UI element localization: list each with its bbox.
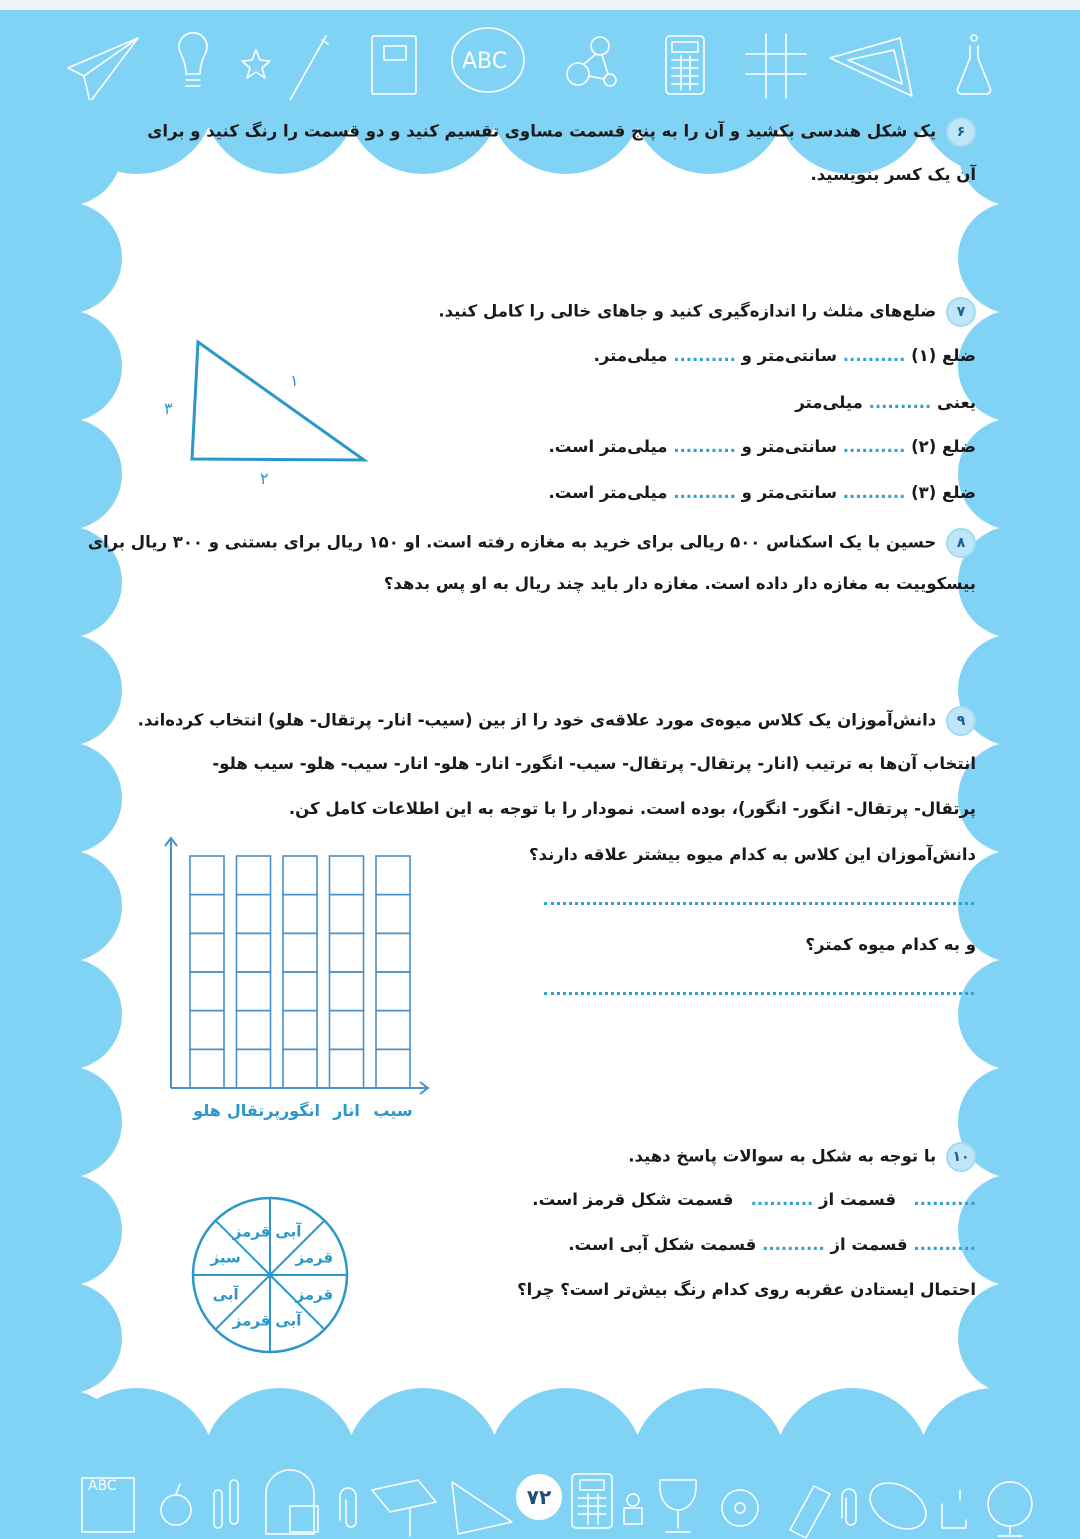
bar-column-2 <box>283 856 317 1088</box>
bar-cell[interactable] <box>376 1011 410 1050</box>
tic-tac-toe-icon <box>746 34 806 98</box>
question-number-badge: ۸ <box>946 528 976 558</box>
wheel-sector-label: آبی <box>275 1311 302 1330</box>
bar-cell[interactable] <box>190 1011 224 1050</box>
question-number-badge: ۹ <box>946 706 976 736</box>
flask-icon <box>957 35 990 94</box>
spinner-wheel <box>180 1190 360 1360</box>
bar-cell[interactable] <box>376 1049 410 1088</box>
wheel-sector-label: آبی <box>212 1285 239 1304</box>
scallop <box>10 1282 122 1394</box>
wheel-sector-label: قرمز <box>295 1248 334 1267</box>
row-text: قسمت از <box>819 1190 897 1209</box>
unit-label: میلی‌متر است. <box>548 483 668 502</box>
triangle-figure <box>150 330 390 490</box>
bar-cell[interactable] <box>330 1049 364 1088</box>
abc-speech-bubble-icon <box>452 28 524 92</box>
blank-field[interactable]: .......... <box>673 437 736 456</box>
bar-cell[interactable] <box>237 1011 271 1050</box>
side-label: ضلع (۱) <box>911 346 976 365</box>
bar-cell[interactable] <box>237 1049 271 1088</box>
paint-brush-icon <box>286 36 328 100</box>
blue-fraction-row <box>568 1235 976 1254</box>
x-tick-label: انگور <box>279 1101 321 1120</box>
eraser-icon <box>790 1486 830 1538</box>
star-icon <box>242 50 270 78</box>
wheel-sector-label: سبز <box>210 1248 241 1267</box>
football-icon <box>862 1474 934 1539</box>
question-6-line-2: آن یک کسر بنویسید. <box>810 165 976 184</box>
light-bulb-icon <box>179 33 207 86</box>
wheel-sector-label: قرمز <box>232 1222 271 1241</box>
wheel-sector-label: آبی <box>275 1222 302 1241</box>
question-number-badge: ۷ <box>946 297 976 327</box>
question-9-sub-1: دانش‌آموزان این کلاس به کدام میوه بیشتر علاقه دارند؟ <box>528 845 976 864</box>
scallop <box>10 94 122 206</box>
triangle-label-side-2: ۲ <box>260 469 269 488</box>
set-square-icon <box>452 1482 512 1534</box>
bar-cell[interactable] <box>190 856 224 895</box>
row-text: قسمت شکل آبی است. <box>568 1235 757 1254</box>
blank-field[interactable]: .......... <box>673 346 736 365</box>
bar-column-0 <box>376 856 410 1088</box>
calculator-icon <box>572 1474 612 1528</box>
bar-column-1 <box>330 856 364 1088</box>
svg-text:ABC: ABC <box>462 49 508 74</box>
bar-cell[interactable] <box>283 1049 317 1088</box>
bar-cell[interactable] <box>330 933 364 972</box>
scallop <box>10 634 122 746</box>
unit-label: سانتی‌متر و <box>741 483 837 502</box>
question-6-line-1: یک شکل هندسی بکشید و آن را به پنج قسمت مساوی تقسیم کنید و دو قسمت را رنگ کنید و برای <box>147 121 937 141</box>
wheel-sector-label: قرمز <box>295 1285 334 1304</box>
question-9-line-3: پرتقال- پرتقال- انگور- انگور)، بوده است. نمودار را با توجه به این اطلاعات کامل کن. <box>288 799 976 818</box>
answer-line-least[interactable] <box>544 992 974 995</box>
wheel-sector-label: قرمز <box>232 1311 271 1330</box>
bell-icon <box>722 1490 758 1526</box>
wheel-center <box>267 1272 273 1278</box>
scallop <box>10 310 122 422</box>
bar-cell[interactable] <box>376 856 410 895</box>
row-text: قسمت شکل قرمز است. <box>532 1190 734 1209</box>
graduation-cap-icon <box>372 1480 436 1536</box>
question-8-line-1: حسین با یک اسکناس ۵۰۰ ریالی برای خرید به مغازه رفته است. او ۱۵۰ ریال برای بستنی و ۳۰۰ ریال برای <box>87 532 937 552</box>
scallop <box>10 1066 122 1178</box>
notebook-icon <box>372 36 416 94</box>
side-1-row <box>594 346 976 365</box>
blank-field[interactable]: .......... <box>913 1235 976 1254</box>
meaning-row <box>795 393 976 412</box>
bar-cell[interactable] <box>237 895 271 934</box>
blank-field[interactable]: .......... <box>750 1190 814 1209</box>
scallop <box>958 94 1070 206</box>
side-label: ضلع (۳) <box>911 483 976 502</box>
blank-field[interactable]: .......... <box>673 483 736 502</box>
question-9-sub-2: و به کدام میوه کمتر؟ <box>805 935 976 954</box>
bar-cell[interactable] <box>283 933 317 972</box>
row-label: یعنی <box>937 393 976 412</box>
bar-column-3 <box>237 856 271 1088</box>
globe-icon <box>988 1482 1032 1536</box>
blank-field[interactable]: .......... <box>868 393 932 412</box>
triangle-shape <box>192 342 364 460</box>
bar-cell[interactable] <box>330 856 364 895</box>
molecule-icon <box>567 37 616 86</box>
bar-cell[interactable] <box>376 933 410 972</box>
scallop <box>10 850 122 962</box>
bar-column-4 <box>190 856 224 1088</box>
fruit-bar-chart <box>150 830 440 1130</box>
question-6 <box>147 117 976 147</box>
unit-label: میلی‌متر <box>795 393 863 412</box>
row-text: قسمت از <box>830 1235 908 1254</box>
question-7-title: ضلع‌های مثلث را اندازه‌گیری کنید و جاهای خالی را کامل کنید. <box>438 301 937 321</box>
blank-field[interactable]: .......... <box>913 1190 976 1209</box>
answer-line-most[interactable] <box>544 902 974 905</box>
scallop <box>10 202 122 314</box>
bar-cell[interactable] <box>330 972 364 1011</box>
paper-clip-icon <box>842 1489 856 1525</box>
scallop <box>958 418 1070 530</box>
scallop <box>10 418 122 530</box>
side-2-row <box>549 437 976 456</box>
question-9-line-1: دانش‌آموزان یک کلاس میوه‌ی مورد علاقه‌ی خود را از بین (سیب- انار- پرتقال- هلو) انتخاب کرده‌اند. <box>137 710 937 730</box>
question-10-title: با توجه به شکل به سوالات پاسخ دهید. <box>628 1146 937 1166</box>
scallop <box>10 958 122 1070</box>
paper-clip-icon <box>340 1488 356 1527</box>
triangle-label-side-3: ۳ <box>164 399 173 418</box>
bar-cell[interactable] <box>283 1011 317 1050</box>
bar-cell[interactable] <box>237 972 271 1011</box>
scallop <box>10 742 122 854</box>
side-label: ضلع (۲) <box>911 437 976 456</box>
question-8 <box>88 528 976 558</box>
backpack-icon <box>266 1470 318 1534</box>
pipe-icon <box>942 1490 966 1528</box>
unit-label: میلی‌متر. <box>593 346 668 365</box>
bar-cell[interactable] <box>283 856 317 895</box>
x-tick-label: انار <box>333 1101 360 1120</box>
bar-cell[interactable] <box>190 933 224 972</box>
set-square-icon <box>830 38 912 96</box>
blank-field[interactable]: .......... <box>842 346 906 365</box>
scallop <box>958 958 1070 1070</box>
red-fraction-row <box>532 1190 976 1209</box>
paper-plane-icon <box>68 38 138 100</box>
triangle-label-side-1: ۱ <box>290 371 299 390</box>
unit-label: سانتی‌متر و <box>741 437 837 456</box>
abc-book-icon <box>82 1478 134 1532</box>
blank-field[interactable]: .......... <box>842 437 906 456</box>
x-tick-label: سیب <box>373 1101 413 1120</box>
page-number: ۷۲ <box>516 1474 562 1520</box>
bar-cell[interactable] <box>283 972 317 1011</box>
bar-cell[interactable] <box>190 1049 224 1088</box>
blank-field[interactable]: .......... <box>762 1235 825 1254</box>
calculator-icon <box>666 36 704 94</box>
bar-cell[interactable] <box>237 933 271 972</box>
test-tubes-icon <box>214 1480 238 1528</box>
bar-cell[interactable] <box>190 972 224 1011</box>
bar-cell[interactable] <box>376 895 410 934</box>
x-tick-label: هلو <box>193 1101 221 1120</box>
apple-icon <box>161 1484 191 1525</box>
bar-cell[interactable] <box>330 895 364 934</box>
unit-label: سانتی‌متر و <box>741 346 837 365</box>
question-7 <box>438 297 976 327</box>
x-tick-label: پرتقال <box>226 1101 281 1120</box>
unit-label: میلی‌متر است. <box>548 437 668 456</box>
question-10-probability: احتمال ایستادن عقربه روی کدام رنگ بیش‌تر است؟ چرا؟ <box>517 1280 976 1299</box>
question-10 <box>628 1142 976 1172</box>
bar-cell[interactable] <box>376 972 410 1011</box>
bar-cell[interactable] <box>283 895 317 934</box>
header-doodles <box>0 10 1080 100</box>
side-3-row <box>549 483 976 502</box>
trophy-icon <box>660 1480 696 1532</box>
question-8-line-2: بیسکوییت به مغازه دار داده است. مغازه دار باید چند ریال به او پس بدهد؟ <box>383 574 976 593</box>
scallop <box>10 1174 122 1286</box>
question-9 <box>138 706 976 736</box>
svg-text:ABC: ABC <box>88 1478 117 1494</box>
question-number-badge: ۶ <box>946 117 976 147</box>
blank-field[interactable]: .......... <box>842 483 906 502</box>
bar-cell[interactable] <box>330 1011 364 1050</box>
bar-cell[interactable] <box>237 856 271 895</box>
stamp-icon <box>624 1494 642 1524</box>
question-9-line-2: انتخاب آن‌ها به ترتیب (انار- پرتقال- پرتقال- سیب- انگور- انار- هلو- انار- سیب- هلو- سیب هلو- <box>212 754 976 773</box>
question-number-badge: ۱۰ <box>946 1142 976 1172</box>
bar-cell[interactable] <box>190 895 224 934</box>
